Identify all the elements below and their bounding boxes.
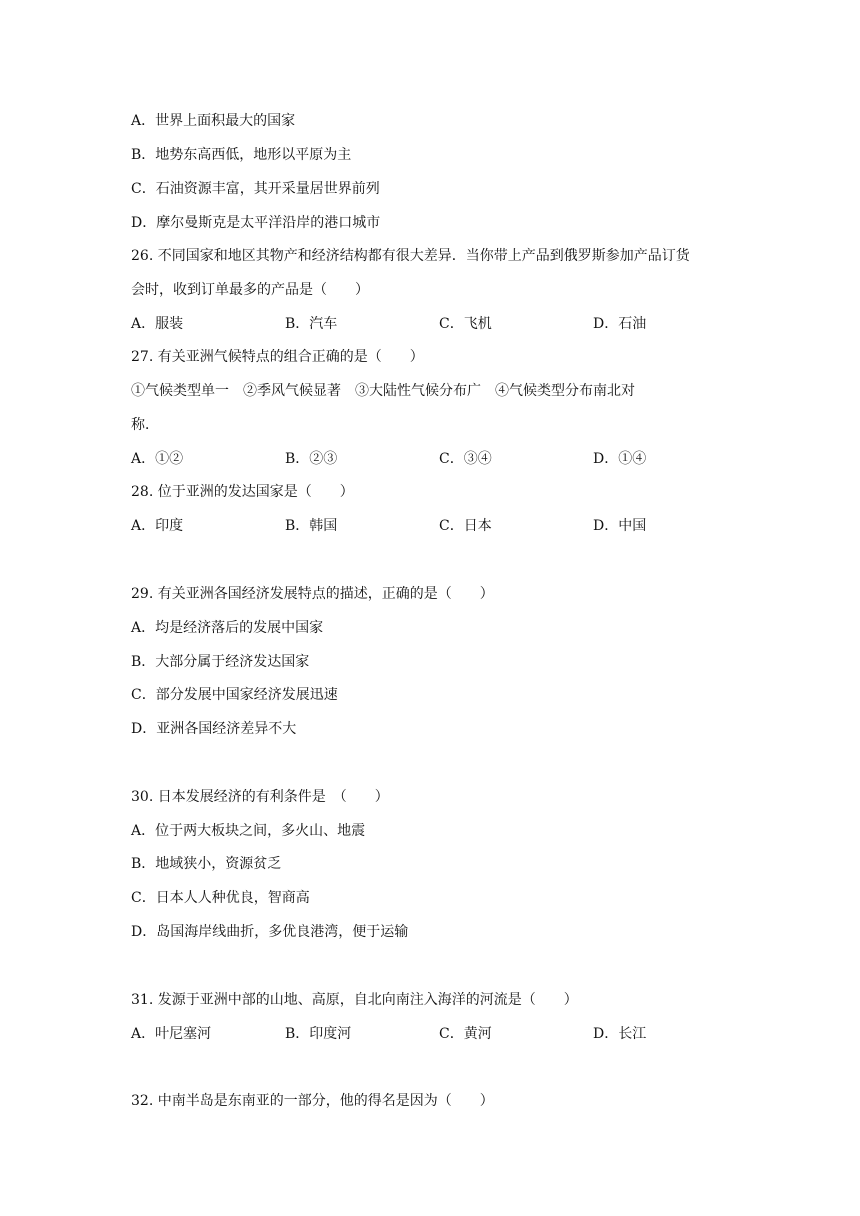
q29-option-c: C．部分发展中国家经济发展迅速 [131, 687, 338, 703]
q27-option-d: D．①④ [593, 451, 647, 467]
q26-option-d: D．石油 [593, 316, 647, 332]
q31-stem: 31. 发源于亚洲中部的山地、高原，自北向南注入海洋的河流是（ ） [131, 992, 578, 1008]
q30-option-a: A．位于两大板块之间，多火山、地震 [131, 823, 366, 839]
q32-stem: 32. 中南半岛是东南亚的一部分，他的得名是因为（ ） [131, 1093, 494, 1109]
q26-option-a: A．服装 [131, 316, 184, 332]
q31-option-d: D．长江 [593, 1026, 647, 1042]
q26-options [131, 314, 771, 334]
q26-option-b: B．汽车 [285, 316, 338, 332]
q29-stem: 29. 有关亚洲各国经济发展特点的描述，正确的是（ ） [131, 586, 494, 602]
q28-options [131, 516, 771, 536]
q25-option-a: A．世界上面积最大的国家 [131, 113, 296, 129]
q27-options [131, 449, 771, 469]
q30-option-d: D．岛国海岸线曲折，多优良港湾，便于运输 [131, 924, 409, 940]
q25-option-c: C．石油资源丰富，其开采量居世界前列 [131, 181, 380, 197]
q28-option-b: B．韩国 [285, 518, 338, 534]
q25-option-d: D．摩尔曼斯克是太平洋沿岸的港口城市 [131, 215, 381, 231]
q28-option-d: D．中国 [593, 518, 647, 534]
q27-option-a: A．①② [131, 451, 184, 467]
q28-stem: 28. 位于亚洲的发达国家是（ ） [131, 484, 354, 500]
q27-items-line2: 称． [131, 417, 159, 433]
q30-option-c: C．日本人人种优良，智商高 [131, 890, 310, 906]
q29-option-b: B．大部分属于经济发达国家 [131, 654, 310, 670]
q29-option-d: D．亚洲各国经济差异不大 [131, 721, 297, 737]
q31-option-a: A．叶尼塞河 [131, 1026, 212, 1042]
q26-stem-line1: 26. 不同国家和地区其物产和经济结构都有很大差异．当你带上产品到俄罗斯参加产品订货 [131, 248, 690, 264]
q31-option-c: C．黄河 [439, 1026, 492, 1042]
q26-stem-line2: 会时，收到订单最多的产品是（ ） [131, 282, 369, 298]
q27-option-c: C．③④ [439, 451, 492, 467]
q29-option-a: A．均是经济落后的发展中国家 [131, 620, 324, 636]
q25-option-b: B．地势东高西低，地形以平原为主 [131, 147, 352, 163]
q27-option-b: B．②③ [285, 451, 338, 467]
q30-option-b: B．地域狭小，资源贫乏 [131, 856, 282, 872]
q26-option-c: C．飞机 [439, 316, 492, 332]
q30-stem: 30. 日本发展经济的有利条件是 （ ） [131, 789, 389, 805]
q31-options [131, 1024, 771, 1044]
q27-items-line1: ①气候类型单一 ②季风气候显著 ③大陆性气候分布广 ④气候类型分布南北对 [131, 383, 635, 399]
q31-option-b: B．印度河 [285, 1026, 352, 1042]
q28-option-c: C．日本 [439, 518, 492, 534]
q28-option-a: A．印度 [131, 518, 184, 534]
q27-stem: 27. 有关亚洲气候特点的组合正确的是（ ） [131, 349, 424, 365]
